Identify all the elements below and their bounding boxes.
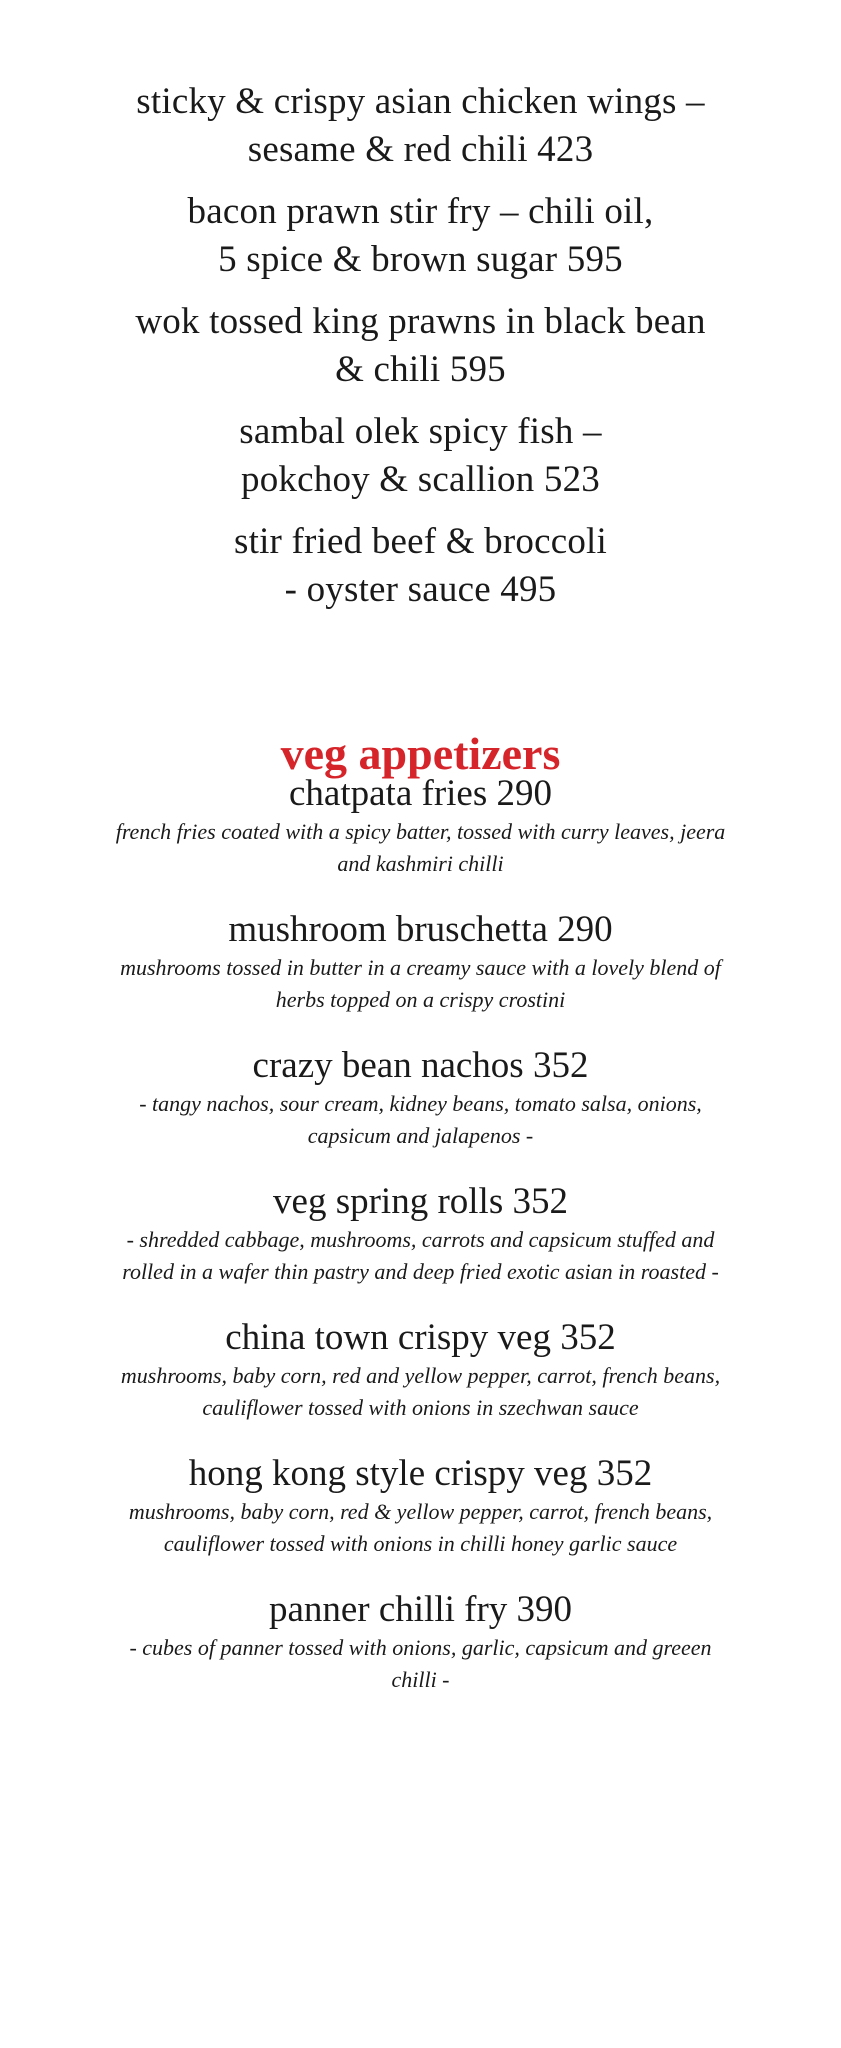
menu-item-name: panner chilli fry 390 xyxy=(268,1589,573,1630)
menu-item-beef-broccoli: stir fried beef & broccoli - oyster sauce 495 xyxy=(234,521,607,610)
section-title-veg-appetizers: veg appetizers xyxy=(280,728,561,780)
menu-item-description: mushrooms, baby corn, red and yellow pepper, carrot, french beans, cauliflower tossed with onions in szechwan sauce xyxy=(120,1363,721,1420)
menu-item-description: - tangy nachos, sour cream, kidney beans, tomato salsa, onions, capsicum and jalapenos - xyxy=(139,1091,702,1148)
menu-item-crazy-bean-nachos xyxy=(100,1044,741,1152)
nonveg-item-list xyxy=(80,78,761,628)
menu-item-description: - shredded cabbage, mushrooms, carrots and capsicum stuffed and rolled in a wafer thin pastry and deep fried exotic asian in roasted - xyxy=(122,1227,719,1284)
menu-item-hong-kong-crispy-veg xyxy=(100,1452,741,1560)
menu-item-name: chatpata fries 290 xyxy=(289,773,552,814)
menu-item-veg-spring-rolls xyxy=(100,1180,741,1288)
menu-item-chicken-wings: sticky & crispy asian chicken wings – sesame & red chili 423 xyxy=(136,81,705,170)
menu-item-chatpata-fries xyxy=(100,772,741,880)
menu-item-sambal-fish: sambal olek spicy fish – pokchoy & scallion 523 xyxy=(239,411,602,500)
menu-item-name: china town crispy veg 352 xyxy=(225,1317,616,1358)
menu-item-panner-chilli-fry xyxy=(100,1588,741,1696)
menu-item-description: mushrooms, baby corn, red & yellow pepper, carrot, french beans, cauliflower tossed with onions in chilli honey garlic sauce xyxy=(128,1499,713,1556)
menu-item-mushroom-bruschetta xyxy=(100,908,741,1016)
veg-item-list xyxy=(100,772,741,1724)
menu-item-name: mushroom bruschetta 290 xyxy=(228,909,613,950)
menu-item-name: veg spring rolls 352 xyxy=(273,1181,568,1222)
menu-item-china-town-crispy-veg xyxy=(100,1316,741,1424)
menu-item-description: mushrooms tossed in butter in a creamy sauce with a lovely blend of herbs topped on a crispy crostini xyxy=(120,955,721,1012)
menu-item-name: hong kong style crispy veg 352 xyxy=(188,1453,653,1494)
menu-item-bacon-prawn-stir-fry: bacon prawn stir fry – chili oil, 5 spice & brown sugar 595 xyxy=(187,191,654,280)
menu-item-description: french fries coated with a spicy batter, tossed with curry leaves, jeera and kashmiri chilli xyxy=(115,819,726,876)
menu-item-king-prawns: wok tossed king prawns in black bean & chili 595 xyxy=(135,301,706,390)
menu-item-name: crazy bean nachos 352 xyxy=(252,1045,589,1086)
menu-item-description: - cubes of panner tossed with onions, garlic, capsicum and greeen chilli - xyxy=(129,1635,712,1692)
